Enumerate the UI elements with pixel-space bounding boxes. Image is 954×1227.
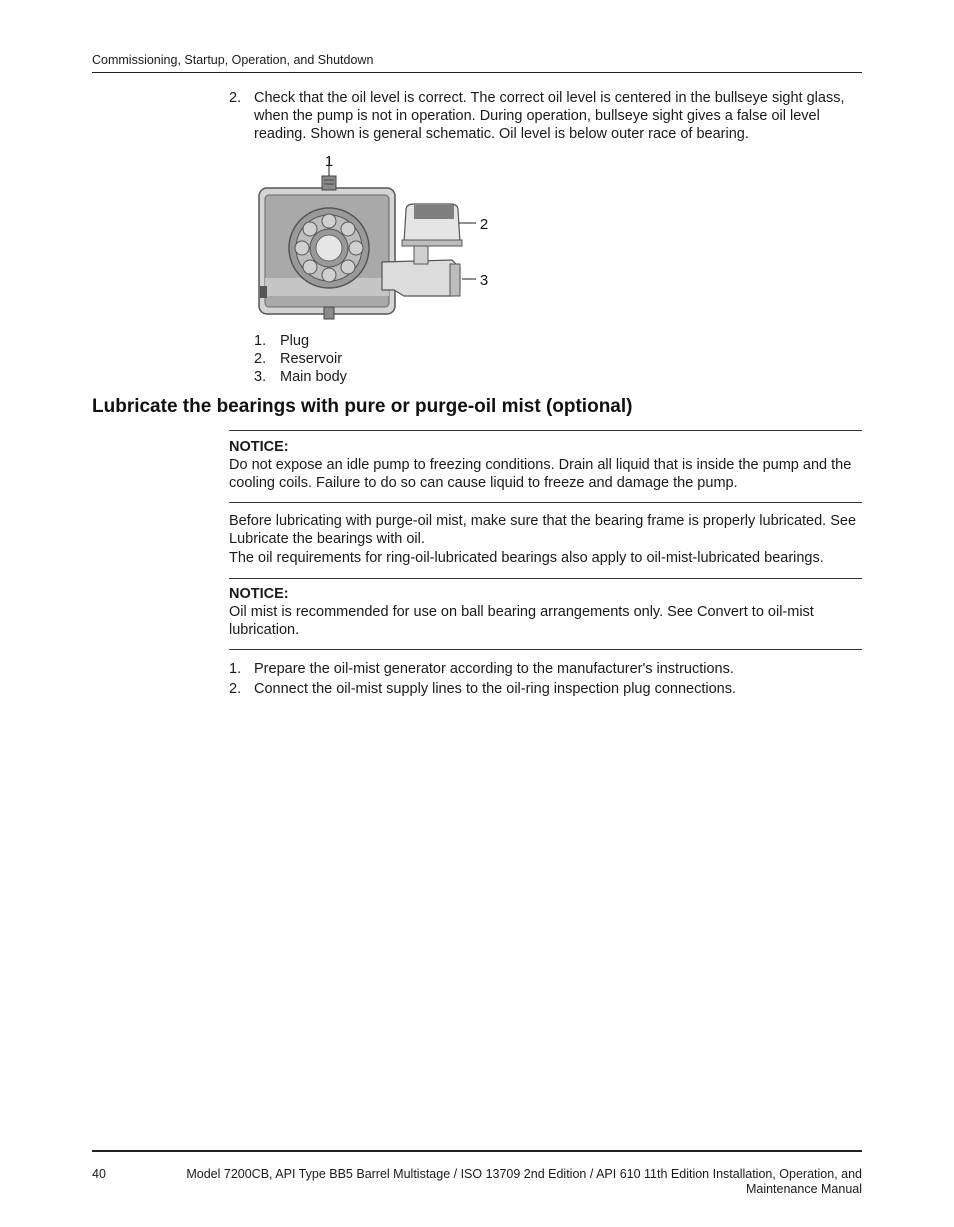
- legend-label: Plug: [280, 333, 310, 349]
- figure-legend: [254, 332, 347, 386]
- notice-divider: [229, 502, 862, 503]
- legend-label: Reservoir: [280, 351, 343, 367]
- section-title: Lubricate the bearings with pure or purge-oil mist (optional): [92, 396, 633, 417]
- bearing-housing-schematic: [254, 150, 494, 322]
- notice-divider: [229, 430, 862, 431]
- legend-item: [254, 332, 347, 350]
- notice-freezing: [229, 438, 862, 492]
- paragraph: The oil requirements for ring-oil-lubricated bearings also apply to oil-mist-lubricated bearings.: [229, 550, 824, 566]
- step-number: 2.: [229, 90, 242, 106]
- legend-item: [254, 350, 347, 368]
- legend-number: 3.: [254, 369, 267, 385]
- legend-number: 2.: [254, 351, 267, 367]
- notice-label: NOTICE:: [229, 439, 289, 455]
- notice-oil-mist: [229, 585, 862, 639]
- page-number: 40: [92, 1167, 106, 1181]
- notice-text: Oil mist is recommended for use on ball bearing arrangements only. See Convert to oil-mist lubrication.: [229, 604, 814, 638]
- step-text: Connect the oil-mist supply lines to the oil-ring inspection plug connections.: [254, 681, 736, 697]
- callout-2: 2: [479, 216, 489, 233]
- step-number: 2.: [229, 681, 242, 697]
- notice-label: NOTICE:: [229, 586, 289, 602]
- step-text: Prepare the oil-mist generator according to the manufacturer's instructions.: [254, 661, 734, 677]
- notice-divider: [229, 578, 862, 579]
- notice-text: Do not expose an idle pump to freezing conditions. Drain all liquid that is inside the pump and the cooling coils. Failure to do so can cause liquid to freeze and damage the pump.: [229, 457, 852, 491]
- step-prepare-generator: [229, 660, 862, 678]
- legend-number: 1.: [254, 333, 267, 349]
- callout-3: 3: [479, 272, 489, 289]
- footer-manual-title: Model 7200CB, API Type BB5 Barrel Multistage / ISO 13709 2nd Edition / API 610 11th Edition Installation, Operation, and Maintenance Manual: [186, 1167, 862, 1196]
- bearing-oil-level-figure: [254, 150, 494, 322]
- paragraph: Before lubricating with purge-oil mist, make sure that the bearing frame is properly lubricated. See Lubricate the bearings with oil.: [229, 513, 857, 547]
- step-text: Check that the oil level is correct. The correct oil level is centered in the bullseye sight glass, when the pump is not in operation. During operation, bullseye sight gives a false oil level reading. Shown is general schematic. Oil level is below outer race of bearing.: [254, 90, 845, 142]
- footer-divider: [92, 1150, 862, 1152]
- page-header: Commissioning, Startup, Operation, and Shutdown: [92, 53, 862, 73]
- step-connect-lines: [229, 680, 862, 698]
- legend-item: [254, 368, 347, 386]
- callout-1: 1: [324, 153, 334, 170]
- step-check-oil-level: [229, 89, 862, 143]
- legend-label: Main body: [280, 369, 347, 385]
- step-number: 1.: [229, 661, 242, 677]
- notice-divider: [229, 649, 862, 650]
